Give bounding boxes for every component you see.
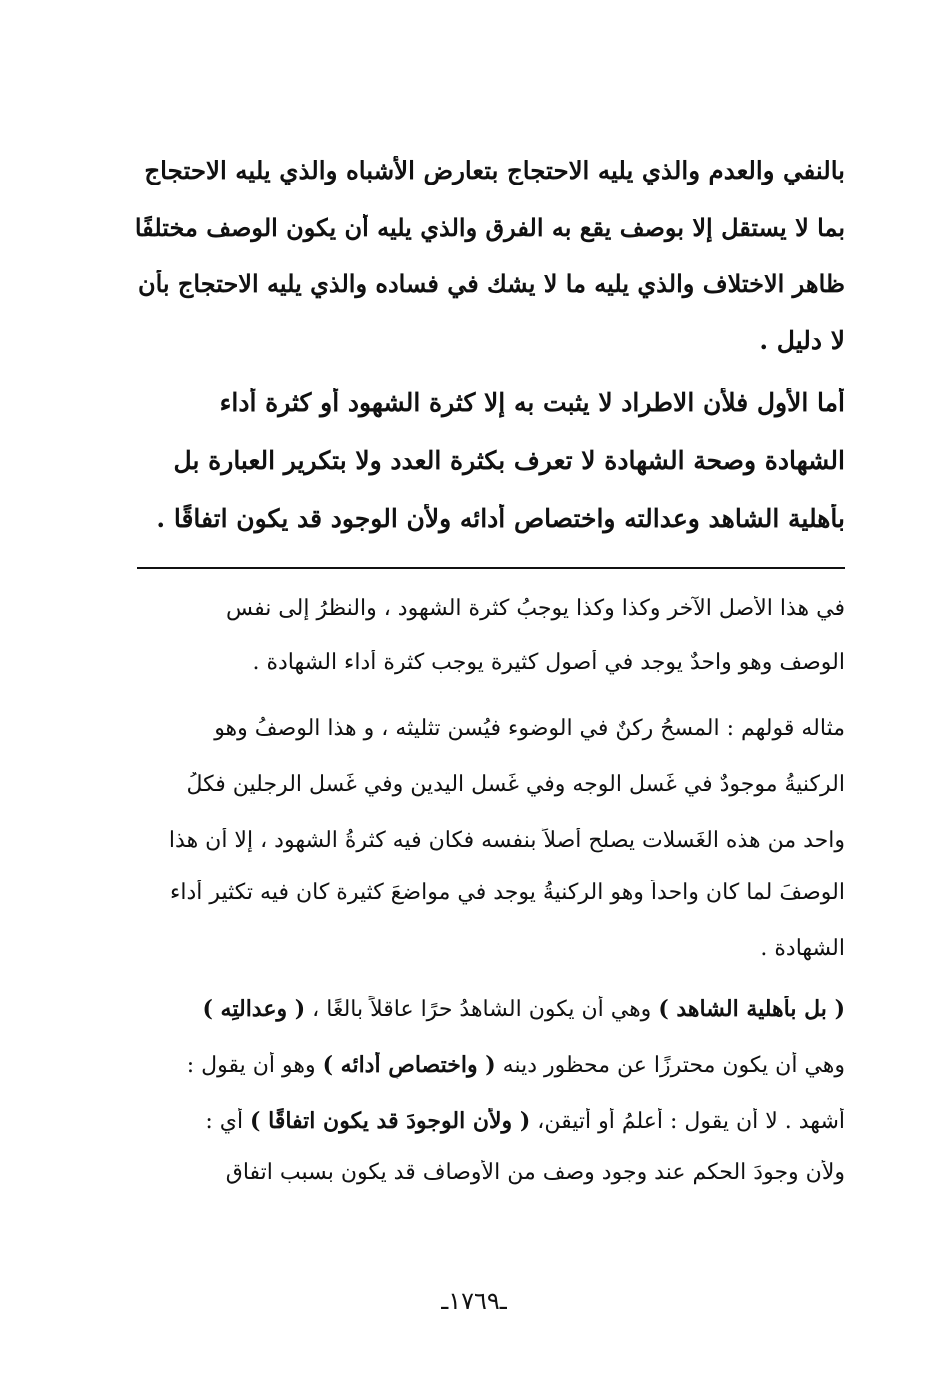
main-text-line: أما الأول فلأن الاطراد لا يثبت به إلا كثرة الشهود أو كثرة أداء xyxy=(219,388,845,417)
commentary-text: وهي أن يكون محترزًا عن محظور دينه xyxy=(495,1053,845,1078)
commentary-line: مثاله قولهم : المسحُ ركنٌ في الوضوء فيُسن تثليثه ، و هذا الوصفُ وهو xyxy=(214,716,845,741)
commentary-line: الركنيةُ موجودٌ في غَسل الوجه وفي غَسل اليدين وفي غَسل الرجلين فكلُ xyxy=(186,772,845,797)
commentary-line: الوصفَ لما كان واحداً وهو الركنيةُ يوجد في مواضعَ كثيرة كان فيه تكثير أداء xyxy=(170,880,845,905)
commentary-line xyxy=(135,1052,845,1079)
main-text-line: ظاهر الاختلاف والذي يليه ما لا يشك في فساده والذي يليه الاحتجاج بأن xyxy=(137,270,845,298)
quoted-phrase: ( ولأن الوجودَ قد يكون اتفاقًا ) xyxy=(250,1108,531,1134)
commentary-line: واحد من هذه الغَسلات يصلح أصلاً بنفسه فكان فيه كثرةُ الشهود ، إلا أن هذا xyxy=(168,828,845,853)
main-text-line: بما لا يستقل إلا بوصف يقع به الفرق والذي يليه أن يكون الوصف مختلفًا xyxy=(135,214,845,242)
commentary-line: في هذا الأصل الآخر وكذا وكذا يوجبُ كثرة الشهود ، والنظرُ إلى نفس xyxy=(226,596,845,621)
quoted-phrase: ( واختصاصِ أدائه ) xyxy=(322,1052,496,1078)
commentary-line: الوصف وهو واحدٌ يوجد في أصول كثيرة يوجب كثرة أداء الشهادة . xyxy=(252,650,845,675)
page-number: ـ١٧٦٩ـ xyxy=(441,1287,507,1315)
commentary-line: ولأن وجودَ الحكم عند وجود وصف من الأوصاف قد يكون بسبب اتفاق xyxy=(225,1160,845,1185)
commentary-line xyxy=(135,1108,845,1135)
main-text-line: بالنفي والعدم والذي يليه الاحتجاج بتعارض الأشباه والذي يليه الاحتجاج xyxy=(144,156,845,185)
commentary-text: وهي أن يكون الشاهدُ حرًا عاقلاً بالغًا ، xyxy=(305,997,659,1022)
main-text-line: بأهلية الشاهد وعدالته واختصاص أدائه ولأن الوجود قد يكون اتفاقًا . xyxy=(156,504,845,533)
main-text-line: الشهادة وصحة الشهادة لا تعرف بكثرة العدد ولا بتكرير العبارة بل xyxy=(173,446,845,475)
separator-rule xyxy=(137,567,845,569)
quoted-phrase: ( بل بأهلية الشاهد ) xyxy=(658,996,845,1022)
commentary-line: الشهادة . xyxy=(760,936,845,961)
commentary-line xyxy=(135,996,845,1023)
commentary-text: أي : xyxy=(205,1109,251,1134)
commentary-text: وهو أن يقول : xyxy=(186,1053,323,1078)
main-text-line: لا دليل . xyxy=(759,326,845,355)
quoted-phrase: ( وعدالتِه ) xyxy=(202,996,306,1022)
commentary-text: أشهد . لا أن يقول : أعلمُ أو أتيقن، xyxy=(530,1109,845,1134)
